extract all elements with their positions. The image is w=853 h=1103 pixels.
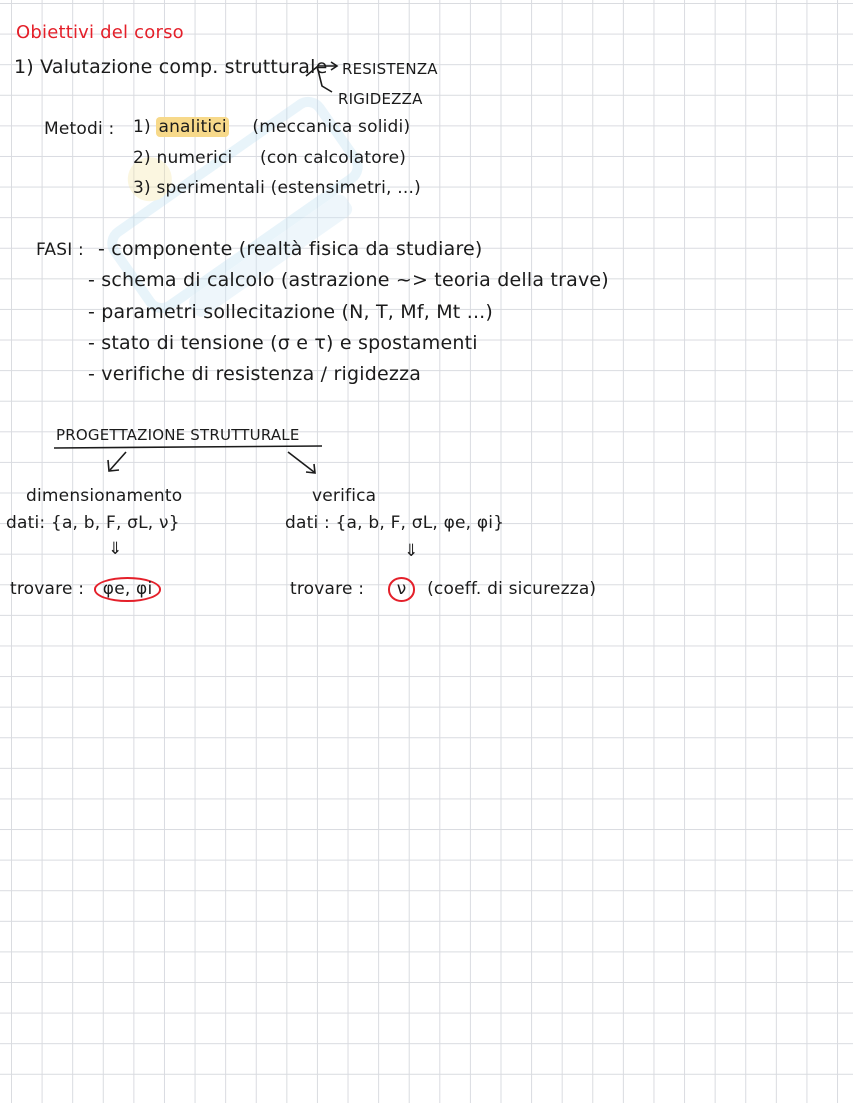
trovare-label: trovare : xyxy=(290,579,365,599)
fase-item: - verifiche di resistenza / rigidezza xyxy=(88,363,422,385)
circled-result: φe, φi xyxy=(94,577,162,602)
heading-underline xyxy=(54,446,322,448)
metodo-num: 1) xyxy=(133,117,151,137)
trovare-label: trovare : xyxy=(10,579,85,599)
metodo-name: sperimentali xyxy=(156,178,266,198)
branch-rigidezza: RIGIDEZZA xyxy=(338,90,423,108)
fase-item: - parametri sollecitazione (N, T, Mf, Mt ...) xyxy=(88,301,494,323)
fasi-label: FASI : xyxy=(36,240,84,260)
fase-item: - schema di calcolo (astrazione ~> teoria della trave) xyxy=(88,269,609,291)
metodo-name-highlighted: analitici xyxy=(158,117,227,137)
section-valutazione: 1) Valutazione comp. strutturale xyxy=(14,56,328,78)
progettazione-heading: PROGETTAZIONE STRUTTURALE xyxy=(56,426,300,444)
metodo-name: numerici xyxy=(156,148,233,168)
branch-arrow-icon xyxy=(306,66,336,76)
dimensionamento-title: dimensionamento xyxy=(26,486,183,506)
dimensionamento-dati: dati: {a, b, F, σL, ν} xyxy=(6,513,180,533)
fase-item: - stato di tensione (σ e τ) e spostamenti xyxy=(88,332,478,354)
fase-item: - componente (realtà fisica da studiare) xyxy=(98,238,483,260)
page-title: Obiettivi del corso xyxy=(16,22,184,43)
diagonal-arrow-icon xyxy=(288,452,314,472)
verifica-title: verifica xyxy=(312,486,377,506)
down-arrow-icon: ⇓ xyxy=(404,541,419,561)
metodo-note: (meccanica solidi) xyxy=(252,117,411,137)
metodo-note: (estensimetri, ...) xyxy=(270,178,421,198)
metodo-note: (con calcolatore) xyxy=(260,148,407,168)
verifica-note: (coeff. di sicurezza) xyxy=(427,579,597,599)
metodi-label: Metodi : xyxy=(44,119,115,139)
branch-resistenza: RESISTENZA xyxy=(342,60,438,78)
down-arrow-icon: ⇓ xyxy=(108,539,123,559)
metodo-num: 2) xyxy=(133,148,151,168)
circled-result: ν xyxy=(388,577,416,602)
metodo-num: 3) xyxy=(133,178,151,198)
diagonal-arrow-icon xyxy=(110,452,126,470)
verifica-dati: dati : {a, b, F, σL, φe, φi} xyxy=(285,513,505,533)
